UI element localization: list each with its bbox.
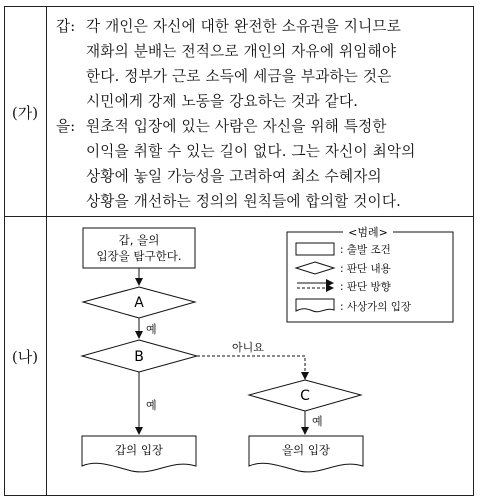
row-label-ga: (가)	[11, 104, 39, 122]
yes-label-b: 예	[146, 399, 157, 412]
start-line-2: 입장을 탐구한다.	[96, 249, 182, 263]
decision-c-label: C	[300, 388, 310, 404]
statement-line: 이익을 취할 수 있는 길이 없다. 그는 자신이 최악의	[86, 143, 416, 160]
output-eul-label: 을의 입장	[281, 443, 331, 457]
decision-b-label: B	[134, 349, 144, 365]
row-label-na: (나)	[11, 348, 39, 366]
speaker-gap: 갑:	[56, 18, 76, 35]
output-gap-label: 갑의 입장	[114, 443, 164, 457]
statement-line: 원초적 입장에 있는 사람은 자신을 위해 특정한	[86, 118, 387, 135]
statement-line: 각 개인은 자신에 대한 완전한 소유권을 지니므로	[86, 18, 401, 35]
legend-decision-label: : 판단 내용	[340, 263, 391, 275]
start-rect-icon	[296, 243, 334, 255]
statement-line: 시민에게 강제 노동을 강요하는 것과 같다.	[86, 93, 359, 110]
no-label: 아니요	[232, 341, 264, 354]
statement-line: 상황을 개선하는 정의의 원칙들에 합의할 것이다.	[86, 193, 401, 210]
legend-direction-label: : 판단 방향	[340, 281, 391, 293]
statement-line: 한다. 정부가 근로 소득에 세금을 부과하는 것은	[86, 68, 392, 85]
legend-position-label: : 사상가의 입장	[340, 301, 412, 313]
legend-start-label: : 출발 조건	[340, 244, 391, 256]
yes-label-c: 예	[312, 415, 323, 428]
start-line-1: 갑, 을의	[118, 233, 160, 247]
decision-a-label: A	[134, 295, 144, 311]
speaker-eul: 을:	[56, 118, 76, 135]
arrow-b-to-c	[197, 356, 305, 379]
legend	[287, 225, 453, 322]
yes-label-a: 예	[146, 323, 157, 336]
statement-line: 재화의 분배는 전적으로 개인의 자유에 위임해야	[86, 43, 397, 60]
statement-line: 상황에 놓일 가능성을 고려하여 최소 수혜자의	[86, 168, 382, 185]
legend-title: <범례>	[348, 226, 388, 239]
